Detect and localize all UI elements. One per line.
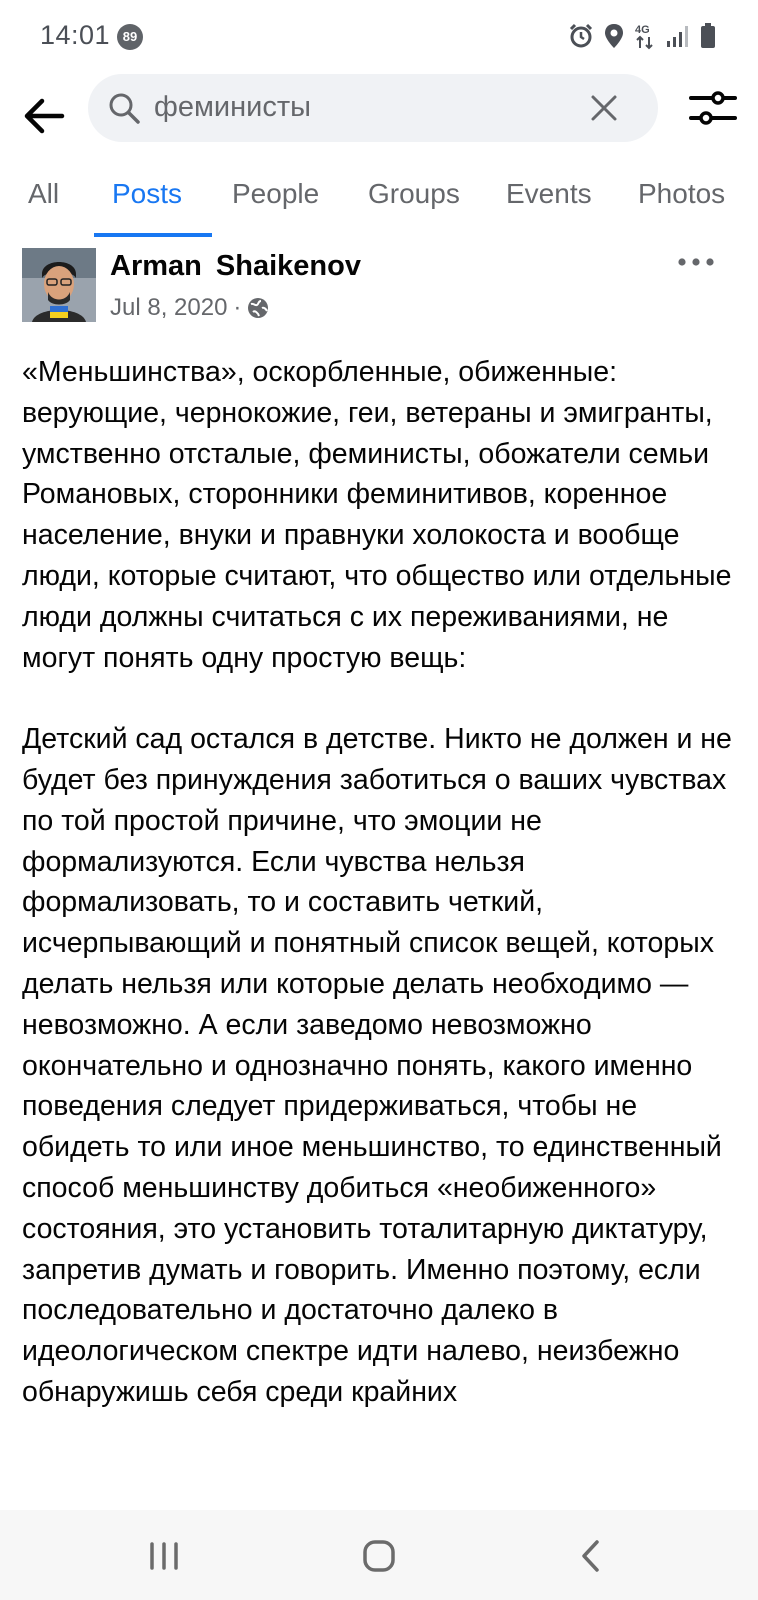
tab-all[interactable]: All [28, 178, 60, 209]
search-query[interactable]: феминисты [154, 91, 311, 123]
clear-icon[interactable] [590, 94, 618, 122]
status-time: 14:01 [40, 20, 111, 50]
tab-posts[interactable]: Posts [112, 178, 183, 209]
post-meta [110, 294, 269, 322]
notification-count-badge: 89 [117, 24, 143, 50]
active-tab-indicator [94, 233, 212, 237]
back-arrow-icon[interactable] [18, 90, 70, 142]
more-options-icon[interactable] [676, 252, 716, 272]
back-icon[interactable] [570, 1534, 614, 1578]
svg-text:4G: 4G [635, 24, 650, 36]
search-header [0, 72, 758, 158]
recent-apps-icon[interactable] [142, 1534, 186, 1578]
tab-people[interactable]: People [232, 178, 320, 209]
globe-icon [247, 297, 269, 319]
battery-icon [700, 23, 716, 49]
tab-groups[interactable]: Groups [368, 178, 460, 209]
alarm-icon [568, 23, 594, 49]
avatar-image [22, 248, 96, 322]
status-bar [0, 0, 758, 72]
search-icon [108, 92, 140, 124]
post-author-name[interactable]: Arman Shaikenov [110, 250, 361, 282]
search-input[interactable] [88, 74, 658, 142]
tab-photos[interactable]: Photos [638, 178, 726, 209]
post-text: «Меньшинства», оскорбленные, обиженные: верующие, чернокожие, геи, ветераны и эмигранты, умственно отсталые, феминисты, обожатели семьи Романовых, сторонники феминитивов, коренное население, внуки и правнуки холокоста и вообще люди, которые считают, что общество или отдельные люди должны считаться с их переживаниями, не могут понять одну простую вещь: Детский сад остался в детстве. Никто не должен и не будет без принуждения заботиться о ваших чувствах по той простой причине, что эмоции не формализуются. Если чувства нельзя формализовать, то и составить четкий, исчерпывающий и понятный список вещей, которых делать нельзя или которые делать необходимо — невозможно. А если заведомо невозможно окончательно и однозначно понять, какого именно поведения следует придерживаться, чтобы не обидеть то или иное меньшинство, то единственный способ меньшинству добиться «необиженного» состояния, это установить тоталитарную диктатуру, запретив думать и говорить. Именно поэтому, если последовательно и достаточно далеко в идеологическом спектре идти налево, неизбежно обнаружишь себя среди крайних [22, 356, 732, 1408]
location-icon [604, 23, 624, 49]
system-navigation-bar [0, 1510, 758, 1600]
search-filter-tabs [0, 168, 758, 238]
4g-data-icon [634, 22, 656, 50]
home-icon[interactable] [357, 1534, 401, 1578]
tab-events[interactable]: Events [506, 178, 592, 209]
avatar[interactable] [22, 248, 96, 322]
status-icons [568, 22, 716, 50]
meta-separator: · [233, 294, 242, 321]
post-date[interactable]: Jul 8, 2020 [110, 294, 228, 321]
filter-sliders-icon[interactable] [688, 86, 738, 130]
signal-icon [666, 24, 690, 48]
